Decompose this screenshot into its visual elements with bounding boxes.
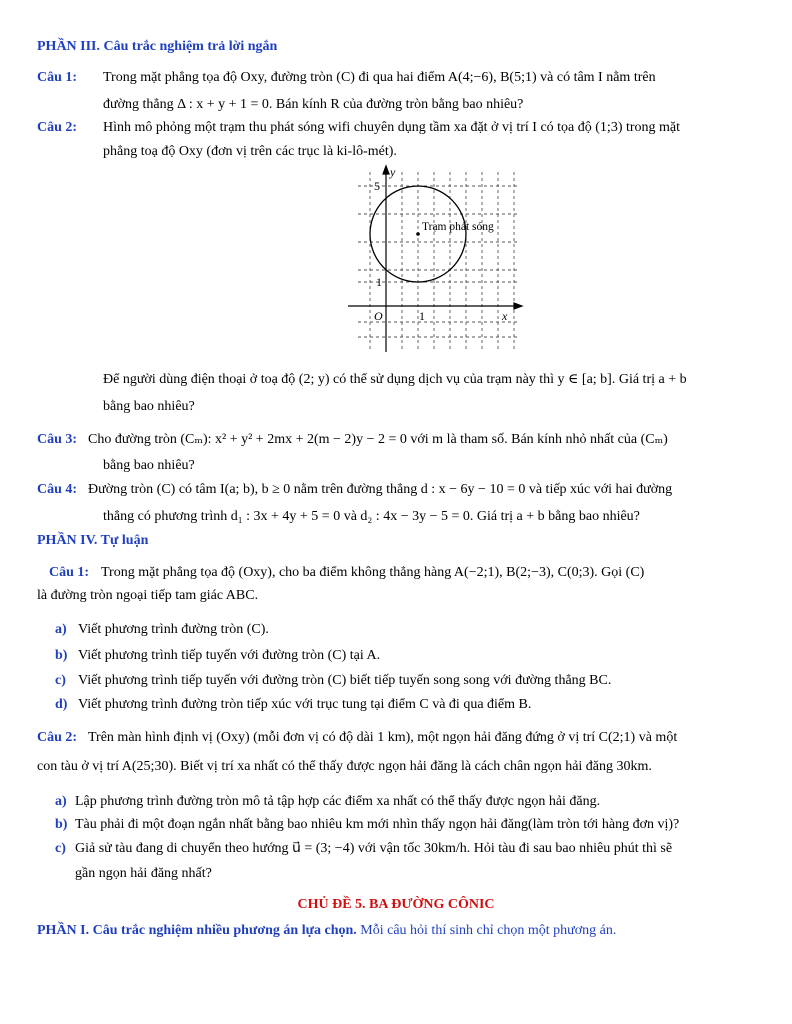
p4-q2-b-text: Tàu phải đi một đoạn ngắn nhất bằng bao nhiêu km mới nhìn thấy ngọn hải đăng(làm tròn tới hàng đơn vị)? <box>75 817 680 832</box>
wifi-station-figure <box>340 162 526 354</box>
part3-heading: PHẦN III. Câu trắc nghiệm trả lời ngắn <box>37 39 278 54</box>
q2-line3: Để người dùng điện thoại ở toạ độ (2; y) có thể sử dụng dịch vụ của trạm này thì y ∈ [a; b]. Giá trị a + b <box>103 372 687 387</box>
p4-q1-b-text: Viết phương trình tiếp tuyến với đường tròn (C) tại A. <box>78 648 381 663</box>
p4-q1-a-text: Viết phương trình đường tròn (C). <box>78 622 269 637</box>
p4-q1-c-label: c) <box>55 673 66 688</box>
station-point <box>416 232 420 236</box>
p4-q1-label: Câu 1: <box>49 565 90 580</box>
part1-note: Mỗi câu hỏi thí sinh chỉ chọn một phương án. <box>360 923 617 938</box>
x-axis-label: x <box>502 309 508 323</box>
p4-q2-line2: con tàu ở vị trí A(25;30). Biết vị trí xa nhất có thể thấy được ngọn hải đăng là cách chân ngọn hải đăng 30km. <box>37 759 652 774</box>
p4-q1-d-text: Viết phương trình đường tròn tiếp xúc với trục tung tại điểm C và đi qua điểm B. <box>78 697 532 712</box>
p4-q2-line1: Trên màn hình định vị (Oxy) (mỗi đơn vị có độ dài 1 km), một ngọn hải đăng đứng ở vị trí C(2;1) và một <box>88 730 678 745</box>
q4-line1: Đường tròn (C) có tâm I(a; b), b ≥ 0 nằm trên đường thẳng d : x − 6y − 10 = 0 và tiếp xúc với hai đường <box>88 482 673 497</box>
part1-line <box>37 922 616 940</box>
p4-q2-a-text: Lập phương trình đường tròn mô tả tập hợp các điểm xa nhất có thể thấy được ngọn hải đăng. <box>75 794 601 809</box>
part4-heading: PHẦN IV. Tự luận <box>37 533 149 548</box>
p4-q2-c-label: c) <box>55 841 66 856</box>
grid <box>358 172 518 350</box>
q2-line2: phẳng toạ độ Oxy (đơn vị trên các trục là ki-lô-mét). <box>103 144 397 159</box>
p4-q1-b-label: b) <box>55 648 68 663</box>
q3-line1: Cho đường tròn (Cₘ): x² + y² + 2mx + 2(m − 2)y − 2 = 0 với m là tham số. Bán kính nhỏ nhất của (Cₘ) <box>88 432 668 447</box>
q2-line1: Hình mô phỏng một trạm thu phát sóng wifi chuyên dụng tầm xa đặt ở vị trí I có tọa độ (1;3) trong mặt <box>103 120 681 135</box>
q1-label: Câu 1: <box>37 70 78 85</box>
p4-q2-b-label: b) <box>55 817 68 832</box>
p4-q2-a-label: a) <box>55 794 67 809</box>
p4-q2-c-text: Giả sử tàu đang di chuyển theo hướng u⃗ = (3; −4) với vận tốc 30km/h. Hỏi tàu đi sau bao nhiêu phút thì sẽ <box>75 841 673 856</box>
p4-q2-c-line2: gần ngọn hải đăng nhất? <box>75 866 212 881</box>
q3-label: Câu 3: <box>37 432 78 447</box>
p4-q1-c-text: Viết phương trình tiếp tuyến với đường tròn (C) biết tiếp tuyến song song với đường thẳng BC. <box>78 673 612 688</box>
q1-line2: đường thẳng Δ : x + y + 1 = 0. Bán kính R của đường tròn bằng bao nhiêu? <box>103 97 524 112</box>
part1-heading: PHẦN I. Câu trắc nghiệm nhiều phương án lựa chọn. <box>37 923 357 938</box>
p4-q2-label: Câu 2: <box>37 730 78 745</box>
y-axis-label: y <box>390 165 396 179</box>
q4-line2: thẳng có phương trình d₁ : 3x + 4y + 5 = 0 và d₂ : 4x − 3y − 5 = 0. Giá trị a + b bằng bao nhiêu? <box>103 509 640 524</box>
tick-5: 5 <box>374 179 380 193</box>
p4-q1-a-label: a) <box>55 622 67 637</box>
p4-q1-line1: Trong mặt phẳng tọa độ (Oxy), cho ba điểm không thẳng hàng A(−2;1), B(2;−3), C(0;3). Gọi (C) <box>101 565 645 580</box>
q3-line2: bằng bao nhiêu? <box>103 458 195 473</box>
tick-1-y: 1 <box>376 275 382 289</box>
tick-1-x: 1 <box>419 309 425 323</box>
axes <box>348 166 522 352</box>
q1-line1: Trong mặt phẳng tọa độ Oxy, đường tròn (C) đi qua hai điểm A(4;−6), B(5;1) và có tâm I nằm trên <box>103 70 656 85</box>
q2-label: Câu 2: <box>37 120 78 135</box>
p4-q1-d-label: d) <box>55 697 68 712</box>
q4-label: Câu 4: <box>37 482 78 497</box>
topic-title: CHỦ ĐỀ 5. BA ĐƯỜNG CÔNIC <box>297 897 495 912</box>
origin-label: O <box>374 309 383 323</box>
station-label: Trạm phát sóng <box>422 221 494 233</box>
p4-q1-line2: là đường tròn ngoại tiếp tam giác ABC. <box>37 588 259 603</box>
q2-line4: bằng bao nhiêu? <box>103 399 195 414</box>
